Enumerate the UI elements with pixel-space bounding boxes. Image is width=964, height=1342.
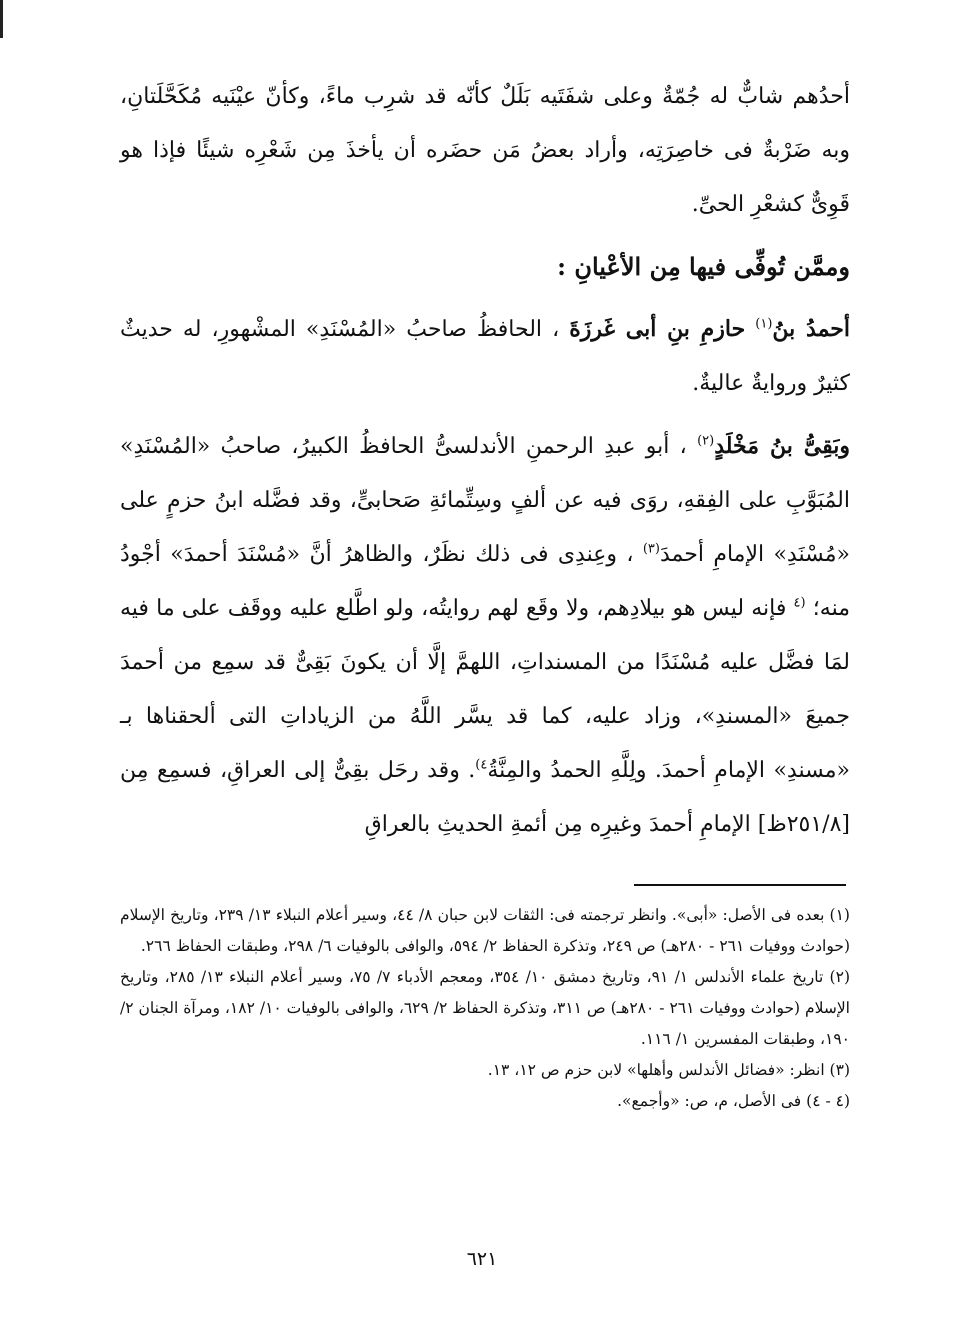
paragraph-2-text: ، الحافظُ صاحبُ «المُسْنَدِ» المشْهورِ، له حديثٌ كثيرٌ وروايةٌ عاليةٌ. (120, 317, 850, 396)
paragraph-2 (120, 302, 850, 411)
paragraph-3-text-d: . وقد رحَل بقِىٌّ إلى العراقِ، فسمِع مِن [٢٥١/٨ظ] الإمامِ أحمدَ وغيرِه مِن أئمةِ الحديثِ بالعراقِ (120, 758, 850, 837)
footnote-3: (٣) انظر: «فضائل الأندلس وأهلها» لابن حزم ص ١٢، ١٣. (487, 1061, 850, 1079)
person-name-cont: حازمِ بنِ أبى غَرزَةَ (569, 316, 746, 342)
footnote-ref: (٤ (793, 595, 806, 611)
footnote-1: (١) بعده فى الأصل: «أبى». وانظر ترجمته فى: الثقات لابن حبان ٨/ ٤٤، وسير أعلام النبلاء ١٣/ ٢٣٩، وتاريخ الإسلام (حوادث ووفيات ٢٦١ - ٢٨٠هـ) ص ٢٤٩، وتذكرة الحفاظ ٢/ ٥٩٤، والوافى بالوفيات ٦/ ٢٩٨، وطبقات الحفاظ ٢٦٦. (120, 906, 850, 955)
paragraph-3-text-b: ، وعِندِى فى ذلك نظَرٌ، والظاهرُ أنَّ «مُسْنَدَ أحمدَ» أجْودُ منه؛ (120, 542, 851, 621)
page-edge-mark (0, 0, 3, 38)
paragraph-1: أحدُهم شابٌّ له جُمّةٌ وعلى شفَتَيه بَلَلٌ كأنّه قد شرِب ماءً، وكأنّ عيْنَيه مُكَحَّلَتانِ، وبه ضَرْبةٌ فى خاصِرَتِه، وأراد بعضُ مَن حضَره أن يأخذَ مِن شَعْرِه شيئًا فإذا هو قَوِىٌّ كشعْرِ الحىِّ. (120, 84, 850, 217)
page-number: ٦٢١ (466, 1248, 498, 1270)
footnote-4: (٤ - ٤) فى الأصل، م، ص: «وأجمع». (617, 1092, 850, 1110)
person-name: أحمدُ بنُ (772, 316, 850, 342)
footnote-ref: (٣) (642, 541, 660, 557)
footnote-separator (634, 884, 846, 886)
footnote-ref: ٤) (475, 757, 488, 773)
paragraph-3-text-a: ، أبو عبدِ الرحمنِ الأندلسىُّ الحافظُ الكبيرُ، صاحبُ «المُسْنَدِ» المُبَوَّبِ على الفِقهِ، روَى فيه عن ألفٍ وسِتِّمائةِ صَحابىٍّ، وقد فضَّله ابنُ حزمٍ على «مُسْنَدِ» الإمامِ أحمدَ (120, 434, 850, 567)
footnote-ref: (١) (755, 316, 773, 332)
footnote-ref: (٢) (697, 433, 715, 449)
footnotes (120, 900, 850, 1117)
footnote-2: (٢) تاريخ علماء الأندلس ١/ ٩١، وتاريخ دمشق ١٠/ ٣٥٤، ومعجم الأدباء ٧/ ٧٥، وسير أعلام النبلاء ١٣/ ٢٨٥، وتاريخ الإسلام (حوادث ووفيات ٢٦١ - ٢٨٠هـ) ص ٣١١، وتذكرة الحفاظ ٢/ ٦٢٩، والوافى بالوفيات ١٠/ ١٨٢، ومرآة الجنان ٢/ ١٩٠، وطبقات المفسرين ١/ ١١٦. (119, 968, 850, 1048)
section-heading: وممَّن تُوفِّى فيها مِن الأعْيانِ : (557, 252, 850, 281)
main-text (120, 70, 850, 852)
paragraph-3-text-c: فإنه ليس هو بيلادِهم، ولا وقَع لهم روايتُه، ولو اطَّلع عليه ووقَف على ما فيه لمَا فضَّل عليه مُسْنَدًا من المسنداتِ، اللهمَّ إلَّا أن يكونَ بَقِىٌّ قد سمِع من أحمدَ جميعَ «المسندِ»، وزاد عليه، كما قد يسَّر اللَّهُ من الزياداتِ التى ألحقناها بـ «مسندِ» الإمامِ أحمدَ. ولِلَّهِ الحمدُ والمِنَّةُ (120, 596, 850, 783)
paragraph-3 (120, 419, 850, 852)
person-name: وبَقِىُّ بنُ مَخْلَدٍ (714, 433, 851, 459)
